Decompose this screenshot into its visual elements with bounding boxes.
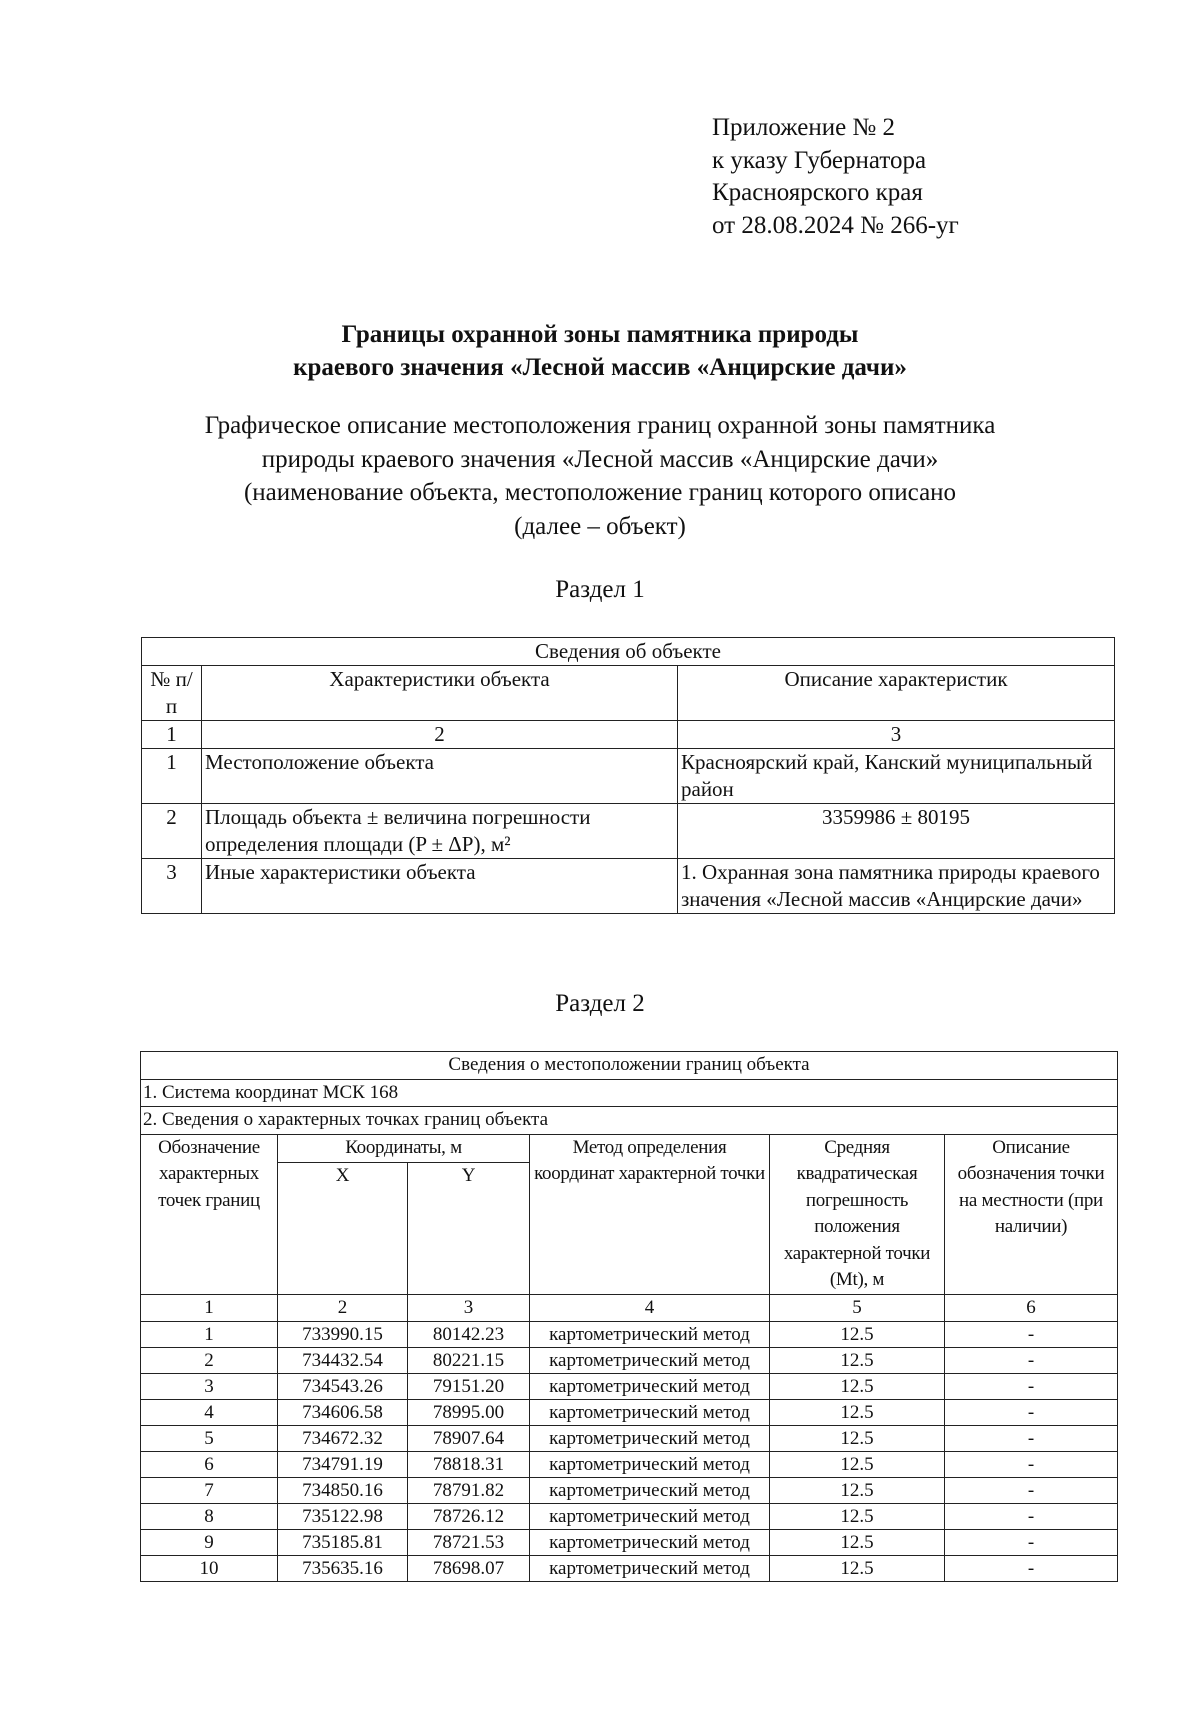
table-title: Сведения об объекте <box>142 638 1115 666</box>
row-number: 1 <box>142 749 202 804</box>
point-id: 1 <box>141 1322 278 1348</box>
point-id: 10 <box>141 1556 278 1582</box>
point-y: 78907.64 <box>408 1426 530 1452</box>
point-error: 12.5 <box>770 1452 945 1478</box>
point-id: 3 <box>141 1374 278 1400</box>
table-row <box>141 1556 1118 1582</box>
point-method: картометрический метод <box>530 1530 770 1556</box>
coord-system: 1. Система координат МСК 168 <box>141 1079 1118 1107</box>
point-error: 12.5 <box>770 1426 945 1452</box>
point-method: картометрический метод <box>530 1374 770 1400</box>
point-description: - <box>945 1400 1118 1426</box>
appendix-line: Приложение № 2 <box>712 114 896 141</box>
point-description: - <box>945 1322 1118 1348</box>
point-x: 734606.58 <box>278 1400 408 1426</box>
document-title <box>0 318 1200 384</box>
boundary-points-table <box>140 1051 1118 1582</box>
point-y: 78995.00 <box>408 1400 530 1426</box>
col-header-designation: Обозначение характерных точек границ <box>141 1134 278 1294</box>
table-row <box>141 1374 1118 1400</box>
col-number: 2 <box>202 721 678 749</box>
point-description: - <box>945 1374 1118 1400</box>
section-2-heading: Раздел 2 <box>555 990 645 1017</box>
point-method: картометрический метод <box>530 1400 770 1426</box>
col-header-description: Описание обозначения точки на местности (при наличии) <box>945 1134 1118 1294</box>
section-1-heading: Раздел 1 <box>555 576 645 603</box>
point-y: 79151.20 <box>408 1374 530 1400</box>
table-row <box>142 749 1115 804</box>
table-row <box>141 1504 1118 1530</box>
point-x: 734543.26 <box>278 1374 408 1400</box>
table-row <box>142 804 1115 859</box>
table-title: Сведения о местоположении границ объекта <box>141 1052 1118 1080</box>
row-description: Красноярский край, Канский муниципальный район <box>678 749 1115 804</box>
point-error: 12.5 <box>770 1530 945 1556</box>
table-row <box>141 1400 1118 1426</box>
table-row <box>142 859 1115 914</box>
subtitle-line: природы краевого значения «Лесной массив «Анцирские дачи» <box>261 445 939 473</box>
col-header-characteristics: Характеристики объекта <box>202 666 678 721</box>
point-y: 78698.07 <box>408 1556 530 1582</box>
col-number: 5 <box>770 1294 945 1322</box>
point-id: 9 <box>141 1530 278 1556</box>
point-x: 735185.81 <box>278 1530 408 1556</box>
point-method: картометрический метод <box>530 1348 770 1374</box>
table-row <box>141 1478 1118 1504</box>
point-id: 6 <box>141 1452 278 1478</box>
col-number: 4 <box>530 1294 770 1322</box>
point-y: 78818.31 <box>408 1452 530 1478</box>
point-error: 12.5 <box>770 1400 945 1426</box>
subtitle-line: (далее – объект) <box>514 512 686 540</box>
row-characteristic: Площадь объекта ± величина погрешности определения площади (P ± ΔP), м² <box>202 804 678 859</box>
table-row <box>141 1348 1118 1374</box>
row-description: 3359986 ± 80195 <box>678 804 1115 859</box>
point-method: картометрический метод <box>530 1322 770 1348</box>
point-error: 12.5 <box>770 1348 945 1374</box>
col-header-description: Описание характеристик <box>678 666 1115 721</box>
row-number: 2 <box>142 804 202 859</box>
appendix-line: Красноярского края <box>712 179 923 206</box>
point-method: картометрический метод <box>530 1426 770 1452</box>
point-id: 5 <box>141 1426 278 1452</box>
document-subtitle <box>0 409 1200 543</box>
col-header-method: Метод определения координат характерной точки <box>530 1134 770 1294</box>
point-y: 78791.82 <box>408 1478 530 1504</box>
point-id: 4 <box>141 1400 278 1426</box>
title-line: Границы охранной зоны памятника природы <box>341 321 859 348</box>
point-id: 7 <box>141 1478 278 1504</box>
col-header-number: № п/п <box>142 666 202 721</box>
subtitle-line: (наименование объекта, местоположение границ которого описано <box>243 479 957 506</box>
col-header-error: Средняя квадратическая погрешность положения характерной точки (Mt), м <box>770 1134 945 1294</box>
col-header-coords: Координаты, м <box>278 1134 530 1162</box>
table-row <box>141 1452 1118 1478</box>
point-x: 735122.98 <box>278 1504 408 1530</box>
point-description: - <box>945 1426 1118 1452</box>
point-error: 12.5 <box>770 1374 945 1400</box>
subtitle-line: Графическое описание местоположения границ охранной зоны памятника <box>204 412 996 439</box>
point-description: - <box>945 1556 1118 1582</box>
point-error: 12.5 <box>770 1478 945 1504</box>
col-number: 1 <box>141 1294 278 1322</box>
point-x: 734850.16 <box>278 1478 408 1504</box>
appendix-line: от 28.08.2024 № 266-уг <box>712 211 959 239</box>
col-header-x: X <box>278 1162 408 1294</box>
table-row <box>141 1322 1118 1348</box>
point-x: 734672.32 <box>278 1426 408 1452</box>
point-x: 735635.16 <box>278 1556 408 1582</box>
point-description: - <box>945 1452 1118 1478</box>
object-info-table <box>141 637 1115 914</box>
point-x: 733990.15 <box>278 1322 408 1348</box>
point-error: 12.5 <box>770 1322 945 1348</box>
row-characteristic: Местоположение объекта <box>202 749 678 804</box>
row-description: 1. Охранная зона памятника природы краевого значения «Лесной массив «Анцирские дачи» <box>678 859 1115 914</box>
col-number: 6 <box>945 1294 1118 1322</box>
col-header-y: Y <box>408 1162 530 1294</box>
point-error: 12.5 <box>770 1556 945 1582</box>
col-number: 2 <box>278 1294 408 1322</box>
point-y: 80142.23 <box>408 1322 530 1348</box>
row-characteristic: Иные характеристики объекта <box>202 859 678 914</box>
table-row <box>141 1426 1118 1452</box>
point-method: картометрический метод <box>530 1556 770 1582</box>
point-y: 78721.53 <box>408 1530 530 1556</box>
title-line: краевого значения «Лесной массив «Анцирские дачи» <box>293 354 907 381</box>
point-description: - <box>945 1348 1118 1374</box>
col-number: 1 <box>142 721 202 749</box>
point-y: 80221.15 <box>408 1348 530 1374</box>
points-caption: 2. Сведения о характерных точках границ объекта <box>141 1107 1118 1135</box>
point-error: 12.5 <box>770 1504 945 1530</box>
point-method: картометрический метод <box>530 1504 770 1530</box>
point-method: картометрический метод <box>530 1478 770 1504</box>
table-row <box>141 1530 1118 1556</box>
point-method: картометрический метод <box>530 1452 770 1478</box>
col-number: 3 <box>678 721 1115 749</box>
point-id: 8 <box>141 1504 278 1530</box>
point-description: - <box>945 1530 1118 1556</box>
point-description: - <box>945 1478 1118 1504</box>
col-number: 3 <box>408 1294 530 1322</box>
point-x: 734432.54 <box>278 1348 408 1374</box>
point-y: 78726.12 <box>408 1504 530 1530</box>
appendix-header <box>712 112 959 242</box>
row-number: 3 <box>142 859 202 914</box>
point-description: - <box>945 1504 1118 1530</box>
point-id: 2 <box>141 1348 278 1374</box>
appendix-line: к указу Губернатора <box>712 146 927 174</box>
point-x: 734791.19 <box>278 1452 408 1478</box>
